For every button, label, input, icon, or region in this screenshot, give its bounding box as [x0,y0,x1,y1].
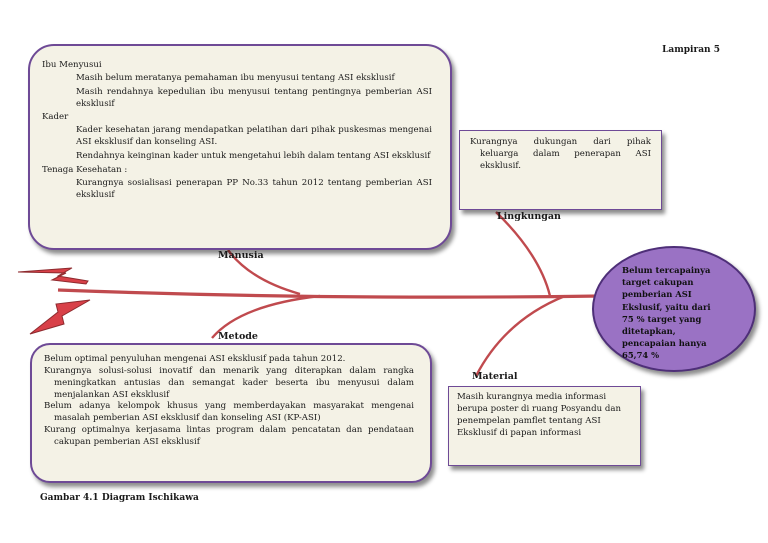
effect-text: Belum tercapainya target cakupan pemberian ASI Ekslusif, yaitu dari 75 % target yang ditetapkan, pencapaian hanya 65,74 % [622,265,711,361]
upper-bolt-arrow [18,268,88,284]
group-item: Masih rendahnya kepedulian ibu menyusui tentang pentingnya pemberian ASI eksklusif [76,86,432,109]
metode-label: Metode [218,331,258,342]
group-title: Tenaga Kesehatan : [42,164,128,175]
group-title: Kader [42,112,69,123]
material-text: Masih kurangnya media informasi berupa poster di ruang Posyandu dan penempelan pamflet tentang ASI Eksklusif di papan informasi [457,392,622,438]
group-item: Rendahnya keinginan kader untuk mengetahui lebih dalam tentang ASI eksklusif [76,151,431,162]
manusia-label: Manusia [218,250,264,261]
manusia-box [28,44,452,250]
group-item: Kader kesehatan jarang mendapatkan pelatihan dari pihak puskesmas mengenai ASI eksklusif dan konseling ASI. [76,125,432,148]
figure-caption: Gambar 4.1 Diagram Ischikawa [40,493,199,503]
rib-material [476,296,565,376]
material-label: Material [472,371,518,382]
group-item: Kurangnya sosialisasi penerapan PP No.33 tahun 2012 tentang pemberian ASI eksklusif [76,177,432,200]
group-item: Masih belum meratanya pemahaman ibu menyusui tentang ASI eksklusif [76,72,395,83]
lingkungan-label: Lingkungan [497,211,561,222]
lower-bolt-arrow [30,300,90,334]
lampiran-label: Lampiran 5 [662,45,720,55]
lingkungan-text: Kurangnya dukungan dari pihak keluarga dalam penerapan ASI eksklusif. [470,137,651,171]
material-box [448,386,641,466]
lingkungan-box [459,130,662,210]
metode-line: Belum adanya kelompok khusus yang memberdayakan masyarakat mengenai masalah pemberian ASI eksklusif dan konseling ASI (KP-ASI) [44,401,414,424]
group-title: Ibu Menyusui [42,60,102,70]
fishbone-spine [58,290,600,297]
metode-line: Belum optimal penyuluhan mengenai ASI eksklusif pada tahun 2012. [44,354,346,364]
rib-lingkungan [496,212,550,296]
metode-line: Kurang optimalnya kerjasama lintas program dalam pencatatan dan pendataan cakupan pemberian ASI eksklusif [44,425,414,448]
metode-line: Kurangnya solusi-solusi inovatif dan menarik yang diterapkan dalam rangka meningkatkan antusias dan semangat kader beserta ibu menyusui dalam menjalankan ASI eksklusif [44,365,414,400]
metode-box [30,343,432,483]
